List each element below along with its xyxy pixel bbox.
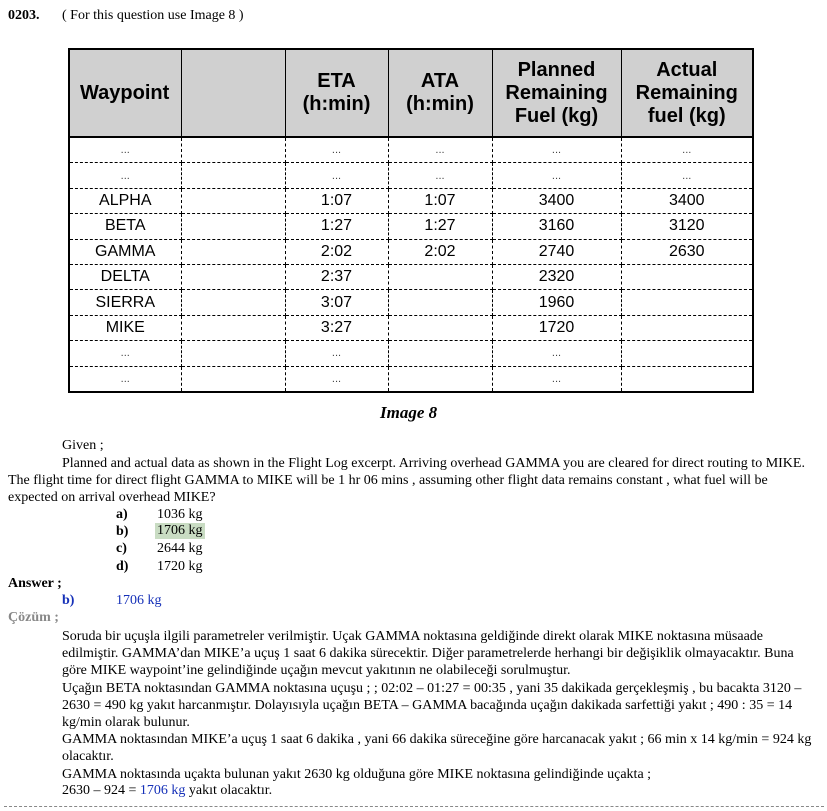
given-text: Planned and actual data as shown in the Flight Log excerpt. Arriving overhead GAMMA you are cleared for direct routing to MIKE. The flight time for direct flight GAMMA to MIKE will be 1 hr 06 mins , assuming other flight data remains constant , what fuel will be expected on arrival overhead MIKE? xyxy=(8,456,805,505)
table-row xyxy=(69,315,753,340)
solution-result-line xyxy=(62,783,272,799)
cell-ata xyxy=(388,264,492,289)
cell-ata: 2:02 xyxy=(388,239,492,264)
solution-paragraph-1: Soruda bir uçuşla ilgili parametreler verilmiştir. Uçak GAMMA noktasına geldiğinde direkt olarak MIKE noktasına müsaade edilmiştir. GAMMA’dan MIKE’a uçuş 1 saat 6 dakika sürecektir. Diğer parametrelerde herhangi bir değişiklik olmayacaktır. Buna göre MIKE waypoint’ine gelindiğinde uçağın mevcut yakıtının ne olabileceği sorulmuştur. xyxy=(62,629,794,678)
table-header-row xyxy=(69,49,753,137)
cell-blank xyxy=(181,315,285,340)
bottom-divider xyxy=(4,806,824,807)
cell-blank xyxy=(181,341,285,366)
solution-paragraph-2: Uçağın BETA noktasından GAMMA noktasına uçuşu ; ; 02:02 – 01:27 = 00:35 , yani 35 dakikada gerçekleşmiş , bu bacakta 3120 – 2630 = 490 kg yakıt harcanmıştır. Dolayısıyla uçağın BETA – GAMMA bacağında uçağın dakikada sarfettiği yakıt ; 490 : 35 = 14 kg/min olarak bulunur. xyxy=(62,681,802,730)
solution-result-post: yakıt olacaktır. xyxy=(188,783,273,798)
header-planned-line1: Planned xyxy=(517,58,596,81)
option-a-letter: a) xyxy=(116,507,128,522)
table-row xyxy=(69,137,753,163)
header-ata-line1: ATA xyxy=(420,70,460,92)
cell-actual: ... xyxy=(621,137,753,163)
cell-planned: ... xyxy=(492,341,621,366)
cell-blank xyxy=(181,137,285,163)
cell-ata: ... xyxy=(388,163,492,188)
option-a-text[interactable]: 1036 kg xyxy=(157,507,203,522)
question-number: 0203. xyxy=(8,8,40,23)
header-waypoint: Waypoint xyxy=(69,49,181,137)
cell-blank xyxy=(181,188,285,213)
cell-ata: 1:27 xyxy=(388,214,492,239)
solution-paragraph-4: GAMMA noktasında uçakta bulunan yakıt 2630 kg olduğuna göre MIKE noktasına gelindiğinde uçakta ; xyxy=(62,767,652,782)
cell-planned: 2320 xyxy=(492,264,621,289)
cell-ata xyxy=(388,290,492,315)
table-row xyxy=(69,214,753,239)
cell-actual xyxy=(621,341,753,366)
cell-eta: 2:02 xyxy=(285,239,388,264)
cell-ata: ... xyxy=(388,137,492,163)
cell-eta: ... xyxy=(285,366,388,392)
flight-log-table xyxy=(68,48,754,393)
cell-actual: 3400 xyxy=(621,188,753,213)
cell-blank xyxy=(181,290,285,315)
cell-blank xyxy=(181,214,285,239)
cell-planned: ... xyxy=(492,137,621,163)
cell-waypoint: ... xyxy=(69,163,181,188)
cell-eta: 3:27 xyxy=(285,315,388,340)
given-label: Given ; xyxy=(62,438,104,453)
solution-result-value: 1706 kg xyxy=(139,783,186,798)
cell-waypoint: DELTA xyxy=(69,264,181,289)
cell-ata xyxy=(388,366,492,392)
cell-blank xyxy=(181,366,285,392)
cell-actual: 2630 xyxy=(621,239,753,264)
cell-actual xyxy=(621,315,753,340)
header-actual-line3: fuel (kg) xyxy=(647,104,726,127)
cell-eta: ... xyxy=(285,163,388,188)
table-row xyxy=(69,163,753,188)
solution-paragraph-3: GAMMA noktasından MIKE’a uçuş 1 saat 6 dakika , yani 66 dakika süreceğine göre harcanacak yakıt ; 66 min x 14 kg/min = 924 kg olacaktır. xyxy=(62,732,812,764)
header-actual-line2: Remaining xyxy=(635,81,738,104)
option-d-letter: d) xyxy=(116,559,129,574)
header-ata xyxy=(388,49,492,137)
cell-actual xyxy=(621,264,753,289)
answer-letter: b) xyxy=(62,593,75,608)
header-planned-fuel xyxy=(492,49,621,137)
cell-waypoint: ... xyxy=(69,366,181,392)
image-caption: Image 8 xyxy=(380,403,438,422)
cell-waypoint: GAMMA xyxy=(69,239,181,264)
cell-waypoint: ... xyxy=(69,137,181,163)
cell-actual: ... xyxy=(621,163,753,188)
answer-label: Answer ; xyxy=(8,576,62,591)
cell-waypoint: MIKE xyxy=(69,315,181,340)
cell-eta: 2:37 xyxy=(285,264,388,289)
solution-result-pre: 2630 – 924 = xyxy=(62,783,137,798)
cell-eta: ... xyxy=(285,341,388,366)
solution-label: Çözüm ; xyxy=(8,610,59,625)
header-planned-line2: Remaining xyxy=(505,81,608,104)
header-eta xyxy=(285,49,388,137)
cell-planned: ... xyxy=(492,366,621,392)
cell-blank xyxy=(181,239,285,264)
cell-eta: ... xyxy=(285,137,388,163)
option-d-text[interactable]: 1720 kg xyxy=(157,559,203,574)
cell-waypoint: ... xyxy=(69,341,181,366)
header-eta-line2: (h:min) xyxy=(302,93,371,115)
cell-planned: 3160 xyxy=(492,214,621,239)
table-row xyxy=(69,188,753,213)
cell-waypoint: BETA xyxy=(69,214,181,239)
option-c-letter: c) xyxy=(116,541,127,556)
header-actual-fuel xyxy=(621,49,753,137)
table-row xyxy=(69,239,753,264)
table-row xyxy=(69,290,753,315)
cell-planned: 3400 xyxy=(492,188,621,213)
header-eta-line1: ETA xyxy=(317,70,356,92)
option-b-text[interactable]: 1706 kg xyxy=(157,523,203,538)
cell-eta: 1:07 xyxy=(285,188,388,213)
header-actual-line1: Actual xyxy=(656,58,718,81)
cell-ata xyxy=(388,315,492,340)
question-reference: ( For this question use Image 8 ) xyxy=(62,8,244,23)
cell-planned: 2740 xyxy=(492,239,621,264)
header-blank xyxy=(181,49,285,137)
header-ata-line2: (h:min) xyxy=(406,93,474,115)
cell-eta: 1:27 xyxy=(285,214,388,239)
cell-actual: 3120 xyxy=(621,214,753,239)
cell-ata xyxy=(388,341,492,366)
cell-eta: 3:07 xyxy=(285,290,388,315)
option-c-text[interactable]: 2644 kg xyxy=(157,541,203,556)
cell-planned: 1720 xyxy=(492,315,621,340)
cell-actual xyxy=(621,290,753,315)
header-planned-line3: Fuel (kg) xyxy=(514,104,599,127)
cell-ata: 1:07 xyxy=(388,188,492,213)
cell-blank xyxy=(181,264,285,289)
cell-waypoint: SIERRA xyxy=(69,290,181,315)
cell-waypoint: ALPHA xyxy=(69,188,181,213)
cell-blank xyxy=(181,163,285,188)
cell-planned: 1960 xyxy=(492,290,621,315)
cell-planned: ... xyxy=(492,163,621,188)
answer-text: 1706 kg xyxy=(116,593,162,608)
cell-actual xyxy=(621,366,753,392)
table-row xyxy=(69,264,753,289)
table-row xyxy=(69,366,753,392)
option-b-letter: b) xyxy=(116,524,129,539)
table-row xyxy=(69,341,753,366)
